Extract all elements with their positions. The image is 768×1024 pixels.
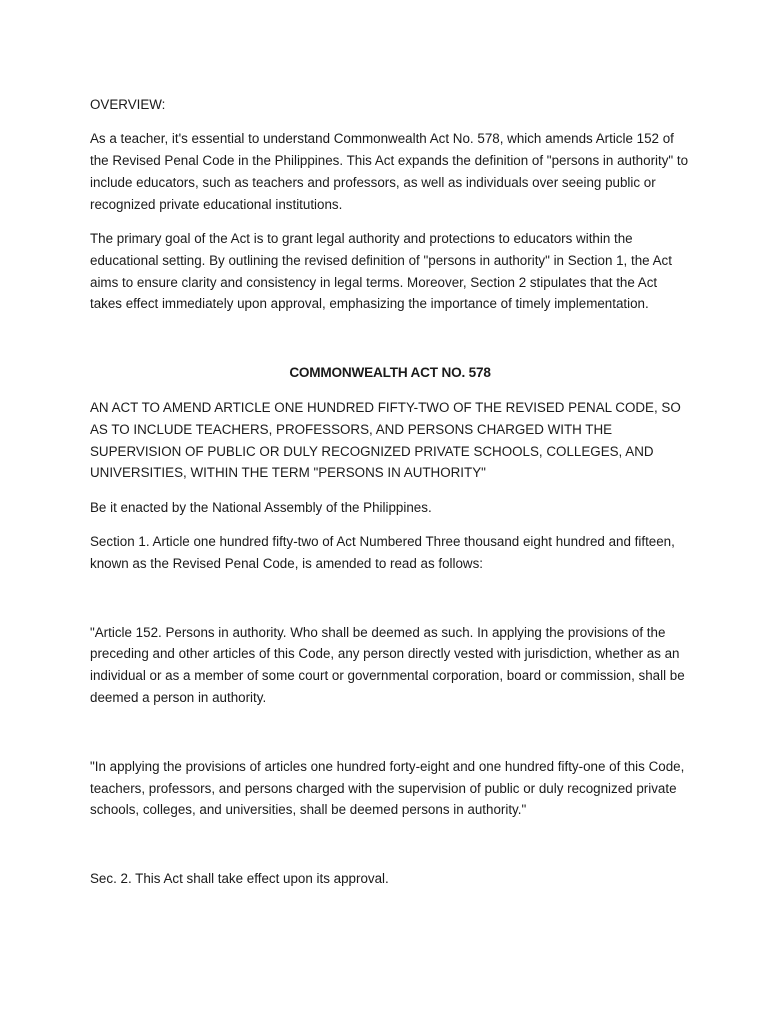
overview-heading: OVERVIEW: bbox=[90, 97, 166, 112]
act-title: COMMONWEALTH ACT NO. 578 bbox=[289, 365, 491, 381]
article-152-text: "Article 152. Persons in authority. Who shall be deemed as such. In applying the provisions of the preceding and other articles of this Code, any person directly vested with jurisdiction, whether as an individual or as a member of some court or governmental corporation, board or commission, shall be deemed a person in authority. bbox=[90, 624, 685, 705]
act-long-title: AN ACT TO AMEND ARTICLE ONE HUNDRED FIFTY-TWO OF THE REVISED PENAL CODE, SO AS TO INCLUDE TEACHERS, PROFESSORS, AND PERSONS CHARGED WITH THE SUPERVISION OF PUBLIC OR DULY RECOGNIZED PRIVATE SCHOOLS, COLLEGES, AND UNIVERSITIES, WITHIN THE TERM "PERSONS IN AUTHORITY" bbox=[90, 399, 681, 481]
section-1: Section 1. Article one hundred fifty-two of Act Numbered Three thousand eight hundred and fifteen, known as the Revised Penal Code, is amended to read as follows: bbox=[90, 533, 675, 571]
overview-paragraph-intro: As a teacher, it's essential to understand Commonwealth Act No. 578, which amends Article 152 of the Revised Penal Code in the Philippines. This Act expands the definition of "persons in authority" to include educators, such as teachers and professors, as well as individuals over seeing public or recognized private educational institutions. bbox=[90, 131, 689, 212]
document-body bbox=[90, 94, 690, 890]
enacting-clause: Be it enacted by the National Assembly of the Philippines. bbox=[90, 499, 432, 515]
section-2: Sec. 2. This Act shall take effect upon its approval. bbox=[90, 871, 389, 887]
article-148-151-text: "In applying the provisions of articles one hundred forty-eight and one hundred fifty-one of this Code, teachers, professors, and persons charged with the supervision of public or duly recognized private schools, colleges, and universities, shall be deemed persons in authority." bbox=[90, 758, 685, 818]
overview-paragraph-goal: The primary goal of the Act is to grant legal authority and protections to educators within the educational setting. By outlining the revised definition of "persons in authority" in Section 1, the Act aims to ensure clarity and consistency in legal terms. Moreover, Section 2 stipulates that the Act takes effect immediately upon approval, emphasizing the importance of timely implementation. bbox=[90, 230, 672, 312]
